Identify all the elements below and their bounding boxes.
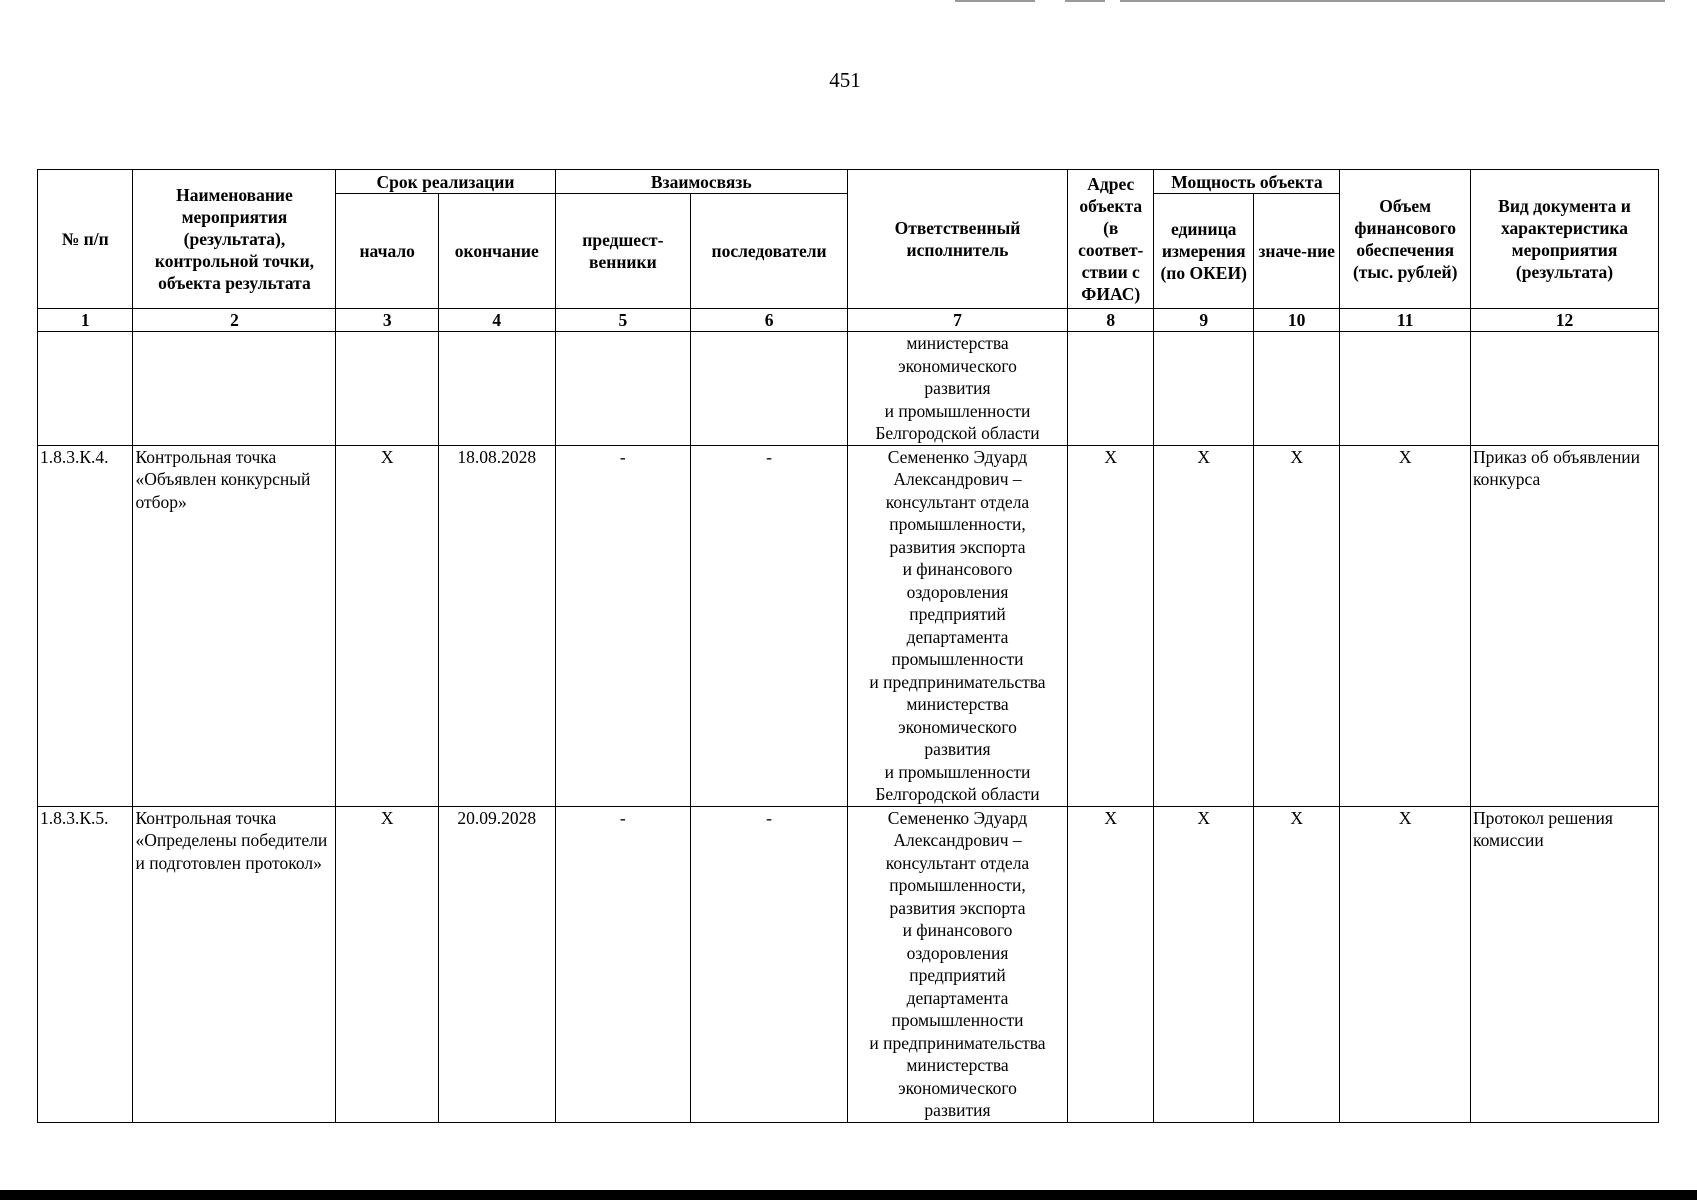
row-doc: Приказ об объявлении конкурса <box>1471 445 1659 806</box>
row-end: 18.08.2028 <box>438 445 555 806</box>
column-number-row <box>38 309 1659 332</box>
responsible-line: промышленности, <box>889 875 1026 895</box>
responsible-line: министерства <box>906 694 1009 714</box>
row-number: 1.8.3.К.5. <box>38 806 133 1122</box>
header-end: окончание <box>438 194 555 309</box>
responsible-cell <box>847 806 1067 1122</box>
responsible-line: департамента <box>906 626 1009 647</box>
row-finance: X <box>1340 445 1471 806</box>
column-number: 2 <box>133 309 336 332</box>
responsible-line: экономического <box>898 716 1017 737</box>
header-responsible: Ответственный исполнитель <box>847 170 1067 309</box>
responsible-line: министерства <box>906 333 1009 353</box>
column-number: 6 <box>691 309 848 332</box>
responsible-line: промышленности <box>891 649 1024 669</box>
responsible-line: развития <box>924 739 991 759</box>
column-number: 8 <box>1068 309 1154 332</box>
top-scan-rule <box>955 0 1035 2</box>
responsible-line: предприятий <box>909 604 1006 624</box>
column-number: 5 <box>555 309 691 332</box>
column-number: 7 <box>847 309 1067 332</box>
table-row-continuation <box>38 332 1659 446</box>
header-capacity-group: Мощность объекта <box>1154 170 1340 194</box>
row-end: 20.09.2028 <box>438 806 555 1122</box>
header-unit: единица измерения (по ОКЕИ) <box>1154 194 1253 309</box>
header-name: Наименование мероприятия (результата), контрольной точки, объекта результата <box>133 170 336 309</box>
row-address: X <box>1068 445 1154 806</box>
responsible-line: департамента <box>906 987 1009 1008</box>
responsible-line: Семененко Эдуард <box>887 807 1028 828</box>
row-unit: X <box>1154 806 1253 1122</box>
responsible-line: экономического <box>898 355 1017 376</box>
responsible-line: развития <box>924 1100 991 1120</box>
top-scan-rule <box>1065 0 1105 2</box>
responsible-line: развития <box>924 378 991 398</box>
events-table <box>37 169 1659 1123</box>
responsible-line: предприятий <box>909 965 1006 985</box>
responsible-line: оздоровления <box>906 581 1009 602</box>
page-number: 451 <box>829 68 861 92</box>
responsible-line: Белгородской области <box>875 423 1040 443</box>
header-num: № п/п <box>38 170 133 309</box>
responsible-line: и предпринимательства <box>869 671 1046 692</box>
responsible-line: развития экспорта <box>889 897 1026 918</box>
responsible-line: и промышленности <box>884 761 1031 782</box>
row-successors: - <box>691 806 848 1122</box>
column-number: 9 <box>1154 309 1253 332</box>
responsible-line: и промышленности <box>884 400 1031 421</box>
row-value: X <box>1253 445 1339 806</box>
responsible-line: Семененко Эдуард <box>887 446 1028 467</box>
header-successors: последователи <box>691 194 848 309</box>
row-unit: X <box>1154 445 1253 806</box>
table-row <box>38 445 1659 806</box>
responsible-line: экономического <box>898 1077 1017 1098</box>
row-start: X <box>336 806 439 1122</box>
responsible-cell <box>847 332 1067 446</box>
header-address: Адрес объекта (в соответ-ствии с ФИАС) <box>1068 170 1154 309</box>
bottom-scan-bar <box>0 1190 1697 1200</box>
row-doc: Протокол решения комиссии <box>1471 806 1659 1122</box>
responsible-line: Александрович – <box>893 830 1022 850</box>
column-number: 12 <box>1471 309 1659 332</box>
header-value: значе-ние <box>1253 194 1339 309</box>
responsible-line: и предпринимательства <box>869 1032 1046 1053</box>
header-period-group: Срок реализации <box>336 170 555 194</box>
row-start: X <box>336 445 439 806</box>
column-number: 4 <box>438 309 555 332</box>
responsible-line: оздоровления <box>906 942 1009 963</box>
responsible-line: и финансового <box>902 559 1013 579</box>
top-scan-rule <box>1120 0 1665 2</box>
column-number: 3 <box>336 309 439 332</box>
header-predecessors: предшест-венники <box>555 194 691 309</box>
column-number: 11 <box>1340 309 1471 332</box>
row-successors: - <box>691 445 848 806</box>
row-address: X <box>1068 806 1154 1122</box>
responsible-line: консультант отдела <box>885 852 1030 873</box>
header-start: начало <box>336 194 439 309</box>
responsible-line: Белгородской области <box>875 784 1040 804</box>
header-doc: Вид документа и характеристика мероприятия (результата) <box>1471 170 1659 309</box>
header-finance: Объем финансового обеспечения (тыс. рублей) <box>1340 170 1471 309</box>
row-predecessors: - <box>555 806 691 1122</box>
responsible-line: министерства <box>906 1055 1009 1075</box>
responsible-line: консультант отдела <box>885 491 1030 512</box>
row-name: Контрольная точка «Объявлен конкурсный отбор» <box>133 445 336 806</box>
row-number: 1.8.3.К.4. <box>38 445 133 806</box>
row-name: Контрольная точка «Определены победители и подготовлен протокол» <box>133 806 336 1122</box>
responsible-line: и финансового <box>902 920 1013 940</box>
responsible-line: промышленности, <box>889 514 1026 534</box>
responsible-cell <box>847 445 1067 806</box>
responsible-line: промышленности <box>891 1010 1024 1030</box>
row-predecessors: - <box>555 445 691 806</box>
header-link-group: Взаимосвязь <box>555 170 847 194</box>
responsible-line: Александрович – <box>893 469 1022 489</box>
row-finance: X <box>1340 806 1471 1122</box>
header-row-top <box>38 170 1659 194</box>
column-number: 10 <box>1253 309 1339 332</box>
table-row <box>38 806 1659 1122</box>
responsible-line: развития экспорта <box>889 536 1026 557</box>
row-value: X <box>1253 806 1339 1122</box>
column-number: 1 <box>38 309 133 332</box>
